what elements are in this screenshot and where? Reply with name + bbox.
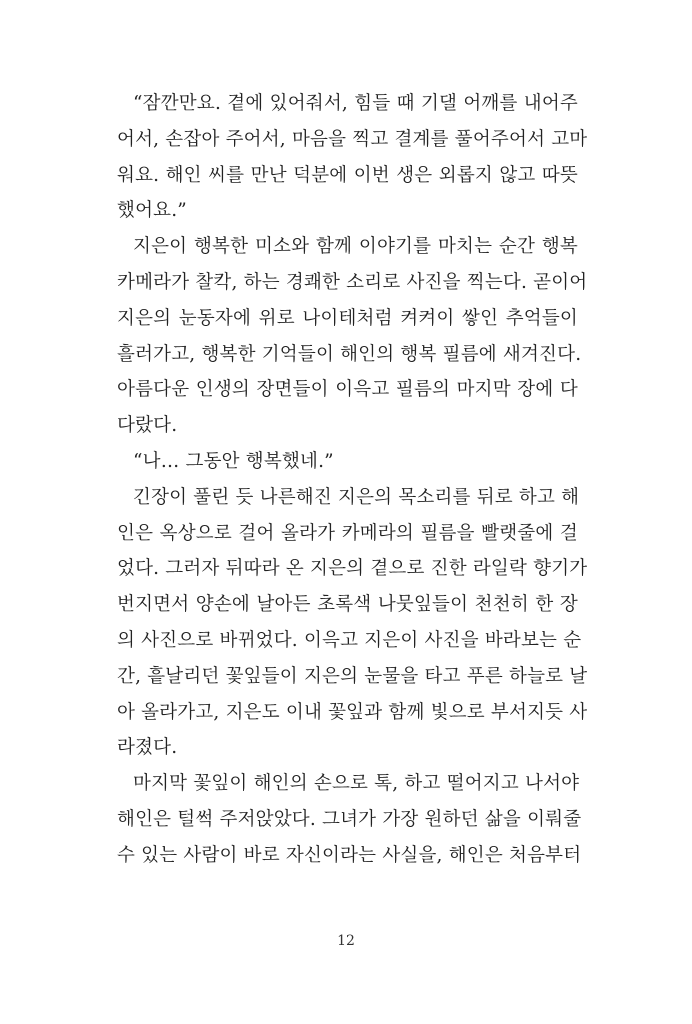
text-line: 었다. 그러자 뒤따라 온 지은의 곁으로 진한 라일락 향기가 [117,558,588,580]
text-line: 마지막 꽃잎이 해인의 손으로 톡, 하고 떨어지고 나서야 [133,773,580,795]
text-line: 아 올라가고, 지은도 이내 꽃잎과 함께 빛으로 부서지듯 사 [117,701,588,723]
body-text [117,86,588,874]
text-line: 지은의 눈동자에 위로 나이테처럼 켜켜이 쌓인 추억들이 [117,307,578,329]
text-line: 간, 흩날리던 꽃잎들이 지은의 눈물을 타고 푸른 하늘로 날 [117,665,588,687]
text-line: “잠깐만요. 곁에 있어줘서, 힘들 때 기댈 어깨를 내어주 [133,93,578,114]
text-line: 라졌다. [117,737,178,759]
text-line: 인은 옥상으로 걸어 올라가 카메라의 필름을 빨랫줄에 걸 [117,522,578,544]
text-line: 번지면서 양손에 날아든 초록색 나뭇잎들이 천천히 한 장 [117,594,578,616]
text-line: 수 있는 사람이 바로 자신이라는 사실을, 해인은 처음부터 [117,844,582,866]
text-line: “나… 그동안 행복했네.” [133,450,334,472]
text-line: 의 사진으로 바뀌었다. 이윽고 지은이 사진을 바라보는 순 [117,629,582,651]
text-line: 긴장이 풀린 듯 나른해진 지은의 목소리를 뒤로 하고 해 [133,486,580,508]
text-line: 카메라가 찰칵, 하는 경쾌한 소리로 사진을 찍는다. 곧이어 [117,271,588,293]
text-line: 아름다운 인생의 장면들이 이윽고 필름의 마지막 장에 다 [117,379,578,401]
text-line: 어서, 손잡아 주어서, 마음을 찍고 결계를 풀어주어서 고마 [117,128,588,150]
text-line: 다랐다. [117,415,178,437]
text-line: 했어요.” [117,200,187,222]
text-line: 지은이 행복한 미소와 함께 이야기를 마치는 순간 행복 [133,236,578,258]
text-line: 흘러가고, 행복한 기억들이 해인의 행복 필름에 새겨진다. [117,343,582,365]
text-line: 워요. 해인 씨를 만난 덕분에 이번 생은 외롭지 않고 따뜻 [117,164,578,186]
page-number: 12 [337,933,355,949]
text-line: 해인은 털썩 주저앉았다. 그녀가 가장 원하던 삶을 이뤄줄 [117,808,582,830]
